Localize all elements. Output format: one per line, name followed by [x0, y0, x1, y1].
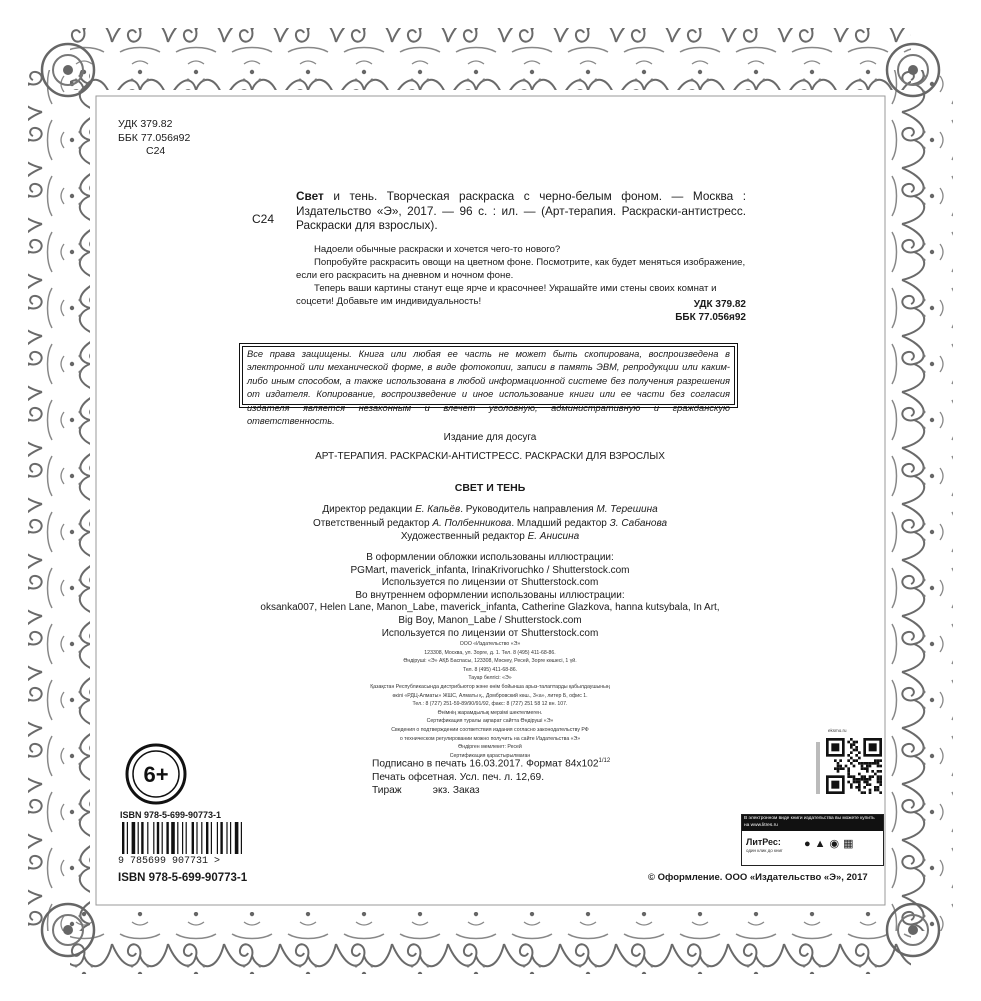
apple-icon: ● — [804, 838, 815, 850]
credits-line-1 — [200, 503, 780, 517]
annotation-paragraph: Надоели обычные раскраски и хочется чего-то нового? — [314, 244, 561, 255]
qr-module — [879, 765, 882, 768]
qr-module — [877, 789, 880, 792]
qr-module — [855, 741, 858, 744]
qr-module — [861, 778, 864, 781]
annotation-paragraph: Теперь ваши картины станут еще ярче и красочнее! Украшайте ими стены своих комнат и соцсети! Добавьте им индивидуальность! — [296, 283, 717, 307]
qr-module — [874, 762, 877, 765]
qr-module — [869, 775, 872, 778]
annotation-paragraph: Попробуйте раскрасить овощи на цветном фоне. Посмотрите, как будет меняться изображение, если его раскрасить на дневном и ночном фоне. — [296, 257, 746, 281]
qr-finder — [831, 743, 839, 751]
qr-module — [863, 767, 866, 770]
qr-module — [866, 767, 869, 770]
barcode-bar — [220, 822, 222, 854]
qr-module — [879, 781, 882, 784]
publisher-line: Сертификация туралы ақпарат сайтта Өндіруші «Э» — [426, 718, 554, 725]
qr-module — [850, 775, 853, 778]
barcode-bar — [122, 822, 124, 854]
publisher-line: о техническом регулировании можно получить на сайте Издательства «Э» — [399, 735, 581, 742]
print-line-3: Тираж экз. Заказ — [372, 785, 480, 797]
publisher-line: ООО «Издательство «Э» — [459, 641, 521, 647]
qr-module — [837, 770, 840, 773]
qr-module — [861, 765, 864, 768]
qr-module — [877, 765, 880, 768]
qr-module — [855, 778, 858, 781]
qr-module — [863, 781, 866, 784]
qr-module — [863, 775, 866, 778]
qr-module — [858, 786, 861, 789]
qr-module — [850, 757, 853, 760]
udk-line: УДК 379.82 — [118, 118, 173, 130]
qr-module — [847, 767, 850, 770]
qr-module — [837, 762, 840, 765]
qr-module — [839, 765, 842, 768]
illus-line: Big Boy, Manon_Labe / Shutterstock.com — [398, 614, 582, 626]
qr-module — [834, 767, 837, 770]
credit-name: З. Сабанова — [609, 517, 668, 529]
publisher-line: Өнімнің жарамдылық мерзімі шектелмеген. — [437, 709, 543, 716]
age-rating-badge — [125, 743, 187, 805]
qr-module — [877, 781, 880, 784]
qr-module — [866, 781, 869, 784]
credit-label: Художественный редактор — [400, 531, 528, 543]
qr-module — [866, 770, 869, 773]
qr-module — [877, 762, 880, 765]
qr-module — [855, 781, 858, 784]
publisher-line: 123308, Москва, ул. Зорге, д. 1. Тел. 8 (495) 411-68-86. — [424, 649, 556, 656]
qr-module — [861, 775, 864, 778]
qr-module — [858, 762, 861, 765]
qr-module — [847, 759, 850, 762]
barcode-bar — [201, 822, 202, 854]
qr-module — [853, 743, 856, 746]
qr-module — [871, 775, 874, 778]
publisher-line: Тел. 8 (495) 411-68-86. — [462, 666, 518, 673]
chrome-icon: ◉ — [829, 838, 844, 850]
illus-line: oksanka007, Helen Lane, Manon_Labe, maverick_infanta, Catherine Glazkova, hanna kutsybala, In Art, — [260, 602, 720, 614]
barcode-bar — [171, 822, 175, 854]
barcode-bar — [235, 822, 239, 854]
series-name: АРТ-ТЕРАПИЯ. РАСКРАСКИ-АНТИСТРЕСС. РАСКРАСКИ ДЛЯ ВЗРОСЛЫХ — [315, 451, 665, 462]
barcode-bar — [141, 822, 143, 854]
qr-module — [863, 762, 866, 765]
barcode-bar — [127, 822, 128, 854]
publisher-info — [200, 640, 780, 760]
qr-module — [845, 765, 848, 768]
udk-block — [118, 118, 190, 159]
credits — [200, 503, 780, 544]
bbk-line: ББК 77.056я92 — [675, 311, 746, 323]
book-title: СВЕТ И ТЕНЬ — [454, 482, 526, 494]
illus-line: Используется по лицензии от Shutterstock.com — [381, 627, 599, 639]
author-mark-line: С24 — [146, 145, 166, 157]
qr-module — [839, 767, 842, 770]
qr-module — [847, 754, 850, 757]
qr-module — [879, 778, 882, 781]
qr-module — [871, 770, 874, 773]
barcode-bar — [147, 822, 148, 854]
qr-module — [879, 759, 882, 762]
qr-module — [850, 746, 853, 749]
qr-module — [850, 762, 853, 765]
qr-module — [847, 781, 850, 784]
qr-module — [847, 773, 850, 776]
publisher-line: Өндірген мемлекет: Ресей — [458, 744, 522, 751]
barcode-bar — [157, 822, 159, 854]
illustration-credits — [200, 552, 780, 640]
qr-module — [866, 762, 869, 765]
barcode-bar — [211, 822, 212, 854]
qr-module — [874, 789, 877, 792]
qr-module — [850, 751, 853, 754]
qr-module — [879, 770, 882, 773]
barcode-bar — [162, 822, 163, 854]
qr-module — [855, 786, 858, 789]
qr-module — [861, 762, 864, 765]
barcode-bar — [241, 822, 242, 854]
qr-module — [837, 767, 840, 770]
barcode-bar — [192, 822, 194, 854]
qr-module — [853, 759, 856, 762]
barcode-bar — [226, 822, 227, 854]
qr-module — [874, 773, 877, 776]
qr-finder — [831, 781, 839, 789]
print-info — [372, 755, 610, 798]
qr-module — [877, 775, 880, 778]
credit-name: Е. Капьёв — [415, 504, 461, 515]
qr-module — [858, 773, 861, 776]
qr-module — [879, 775, 882, 778]
litres-top-text: В электронном виде книги издательства вы можете купить на www.litres.ru — [742, 815, 883, 831]
print-format: Подписано в печать 16.03.2017. Формат 84x102 — [372, 758, 599, 770]
qr-finder — [869, 743, 877, 751]
credits-line-3 — [200, 530, 780, 544]
barcode-digits: 9 785699 907731 > — [118, 856, 221, 867]
qr-module — [874, 759, 877, 762]
qr-module — [869, 778, 872, 781]
qr-module — [877, 778, 880, 781]
illus-line: В оформлении обложки использованы иллюстрации: — [366, 552, 614, 563]
credit-name: М. Терешина — [596, 504, 658, 515]
qr-module — [858, 757, 861, 760]
litres-name: ЛитРес: — [746, 837, 781, 847]
qr-code[interactable] — [826, 738, 882, 794]
qr-module — [869, 789, 872, 792]
print-line-2: Печать офсетная. Усл. печ. л. 12,69. — [372, 771, 545, 783]
qr-module — [853, 781, 856, 784]
barcode-bar — [196, 822, 197, 854]
publisher-line: Сертификация қарастырылмаған — [449, 752, 531, 759]
isbn-big: ISBN 978-5-699-90773-1 — [118, 872, 248, 884]
qr-side-mark — [814, 740, 822, 796]
platform-icons — [804, 837, 858, 850]
publisher-line: Қазақстан Республикасында дистрибьютор және өнім бойынша арыз-талаптарды қабылдаушының — [370, 683, 610, 690]
illus-line: Используется по лицензии от Shutterstock.com — [381, 577, 599, 589]
publisher-line: Тауар белгісі: «Э» — [468, 675, 512, 682]
age-rating-text: 6+ — [143, 762, 169, 787]
qr-module — [866, 778, 869, 781]
qr-module — [858, 783, 861, 786]
isbn-small: ISBN 978-5-699-90773-1 — [120, 810, 222, 820]
qr-module — [853, 778, 856, 781]
barcode-bar — [186, 822, 187, 854]
qr-module — [869, 765, 872, 768]
credit-name: Е. Анисина — [527, 531, 580, 543]
qr-module — [850, 738, 853, 741]
bbk-line: ББК 77.056я92 — [118, 131, 191, 144]
windows-icon: ▦ — [843, 838, 858, 850]
qr-module — [858, 751, 861, 754]
android-icon: ▲ — [814, 838, 830, 850]
qr-module — [879, 791, 882, 794]
qr-module — [866, 765, 869, 768]
credit-label: Ответственный редактор — [312, 517, 433, 529]
rights-notice: Все права защищены. Книга или любая ее часть не может быть скопирована, воспроизведена в электронной или механической форме, в виде фотокопии, записи в память ЭВМ, репродукции или каким-либо иным способом, а также использована в любой информационной системе без получения разрешения от издателя. Копирование, воспроизведение и иное использование книги или ее части без согласия издателя является незаконным и влечет уголовную, административную и гражданскую ответственность. — [242, 346, 735, 405]
qr-module — [866, 783, 869, 786]
credit-label: . Младший редактор — [511, 517, 610, 529]
qr-module — [869, 783, 872, 786]
barcode-bar — [153, 822, 154, 854]
qr-module — [877, 759, 880, 762]
credit-label: Директор редакции — [322, 504, 416, 515]
qr-module — [847, 775, 850, 778]
qr-module — [853, 775, 856, 778]
barcode-bar — [206, 822, 208, 854]
qr-module — [863, 778, 866, 781]
print-line-1 — [372, 755, 610, 771]
qr-module — [877, 770, 880, 773]
barcode-bar — [177, 822, 178, 854]
bibliographic-description — [296, 189, 746, 233]
qr-module — [879, 783, 882, 786]
barcode-bar — [138, 822, 139, 854]
litres-tagline: один клик до книг — [746, 848, 783, 853]
qr-caption: eksmo.ru — [828, 728, 847, 733]
biblio-rest: и тень. Творческая раскраска с черно-белым фоном. — Москва : Издательство «Э», 2017. — 96 с. : ил. — (Арт-терапия. Раскраски-антистресс. Раскраски для взрослых). — [296, 189, 746, 232]
qr-module — [853, 765, 856, 768]
publisher-line: Тел.: 8 (727) 251-59-89/90/91/92, факс: 8 (727) 251 58 12 вн. 107. — [412, 701, 568, 708]
qr-module — [837, 765, 840, 768]
qr-module — [858, 781, 861, 784]
author-mark: С24 — [252, 212, 275, 226]
qr-module — [855, 749, 858, 752]
udk-right-block — [560, 299, 746, 324]
qr-module — [855, 746, 858, 749]
credit-name: А. Полбенникова — [432, 517, 512, 529]
barcode-bar — [166, 822, 168, 854]
qr-module — [847, 741, 850, 744]
qr-module — [871, 762, 874, 765]
qr-module — [853, 749, 856, 752]
qr-module — [858, 778, 861, 781]
qr-module — [877, 786, 880, 789]
publisher-line: өкілі «РДЦ-Алматы» ЖШС, Алматы қ., Домбровский көш., 3«а», литер Б, офис 1. — [392, 692, 588, 699]
credit-label: . Руководитель направления — [460, 504, 597, 515]
qr-module — [847, 770, 850, 773]
qr-module — [850, 786, 853, 789]
qr-module — [869, 791, 872, 794]
qr-module — [850, 783, 853, 786]
qr-module — [858, 789, 861, 792]
qr-module — [869, 762, 872, 765]
barcode-bar — [132, 822, 136, 854]
qr-module — [834, 759, 837, 762]
qr-module — [839, 759, 842, 762]
litres-box[interactable] — [741, 814, 884, 866]
qr-module — [855, 759, 858, 762]
illus-line: PGMart, maverick_infanta, IrinaKrivoruchko / Shutterstock.com — [350, 564, 630, 576]
barcode-bar — [182, 822, 183, 854]
illus-line: Во внутреннем оформлении использованы иллюстрации: — [355, 589, 625, 601]
copyright: © Оформление. ООО «Издательство «Э», 2017 — [648, 872, 868, 883]
publisher-line: Сведения о подтверждении соответствия издания согласно законодательству РФ — [391, 726, 589, 733]
barcode-bar — [230, 822, 231, 854]
edition-type: Издание для досуга — [443, 432, 537, 443]
biblio-title: Свет — [296, 189, 324, 203]
qr-module — [853, 741, 856, 744]
qr-module — [861, 767, 864, 770]
print-format-fraction: 1/12 — [598, 758, 611, 764]
qr-module — [855, 754, 858, 757]
credits-line-2 — [200, 517, 780, 531]
qr-module — [842, 767, 845, 770]
qr-module — [863, 791, 866, 794]
barcode-bar — [217, 822, 218, 854]
qr-module — [863, 786, 866, 789]
publisher-line: Өндіруші: «Э» АҚБ Баспасы, 123308, Мәскеу, Ресей, Зорге көшесі, 1 үй. — [403, 658, 577, 665]
qr-module — [850, 743, 853, 746]
qr-module — [874, 786, 877, 789]
qr-module — [861, 791, 864, 794]
udk-line: УДК 379.82 — [693, 299, 746, 310]
